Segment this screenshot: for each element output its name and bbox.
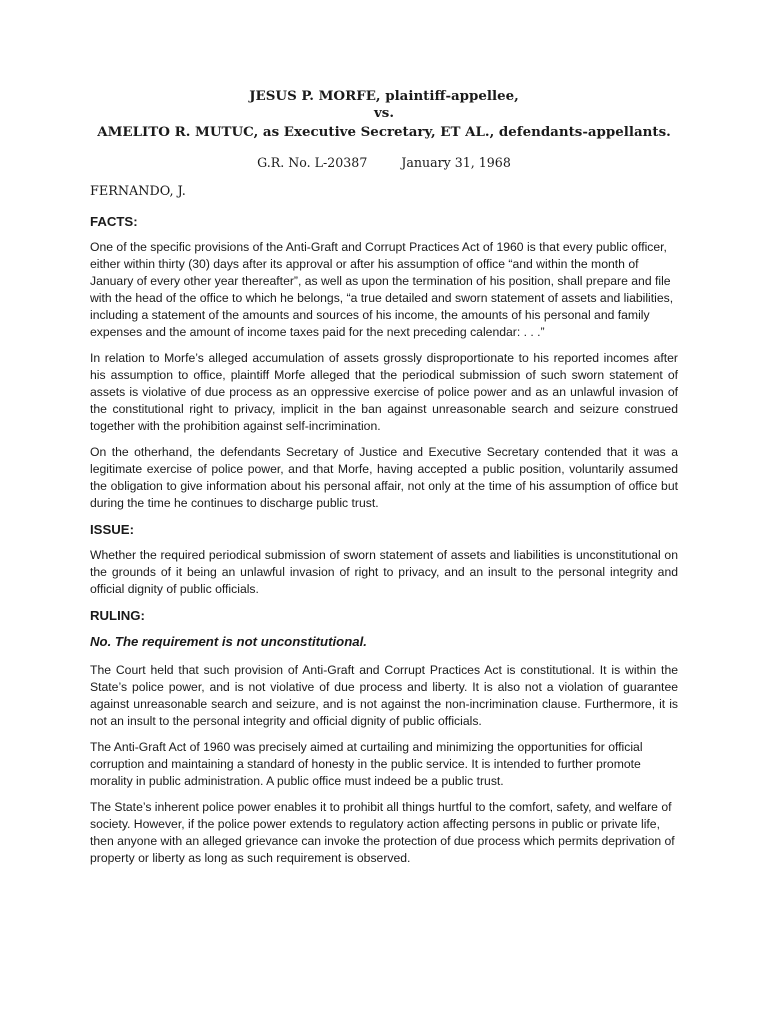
issue-heading: ISSUE:	[90, 522, 134, 537]
gr-number: G.R. No. L-20387	[257, 155, 368, 170]
versus-line: vs.	[374, 105, 394, 121]
facts-paragraph-1: One of the specific provisions of the Anti-Graft and Corrupt Practices Act of 1960 is that every public officer, either within thirty (30) days after its approval or after his assumption of office “and within the month of January of every other year thereafter”, as well as upon the termination of his position, shall prepare and file with the head of the office to which he belongs, “a true detailed and sworn statement of assets and liabilities, including a statement of the amounts and sources of his income, the amounts of his personal and family expenses and the amount of income taxes paid for the next preceding calendar: . . .”	[90, 240, 674, 339]
defendants-line: AMELITO R. MUTUC, as Executive Secretary, ET AL., defendants-appellants.	[97, 124, 671, 140]
ruling-paragraph-3: The State’s inherent police power enables it to prohibit all things hurtful to the comfort, safety, and welfare of society. However, if the police power extends to regulatory action affecting persons in public or private life, then anyone with an alleged grievance can invoke the protection of due process which permits deprivation of property or liberty as long as such requirement is observed.	[90, 800, 675, 865]
facts-paragraph-3: On the otherhand, the defendants Secretary of Justice and Executive Secretary contended that it was a legitimate exercise of police power, and that Morfe, having accepted a public position, voluntarily assumed the obligation to give information about his personal affair, not only at the time of his assumption of office but during the time he continues to discharge public trust.	[90, 445, 678, 510]
case-caption	[90, 88, 678, 141]
facts-paragraph-2: In relation to Morfe’s alleged accumulation of assets grossly disproportionate to his reported incomes after his assumption to office, plaintiff Morfe alleged that the periodical submission of such sworn statement of assets is violative of due process as an oppressive exercise of police power and as an unlawful invasion of the constitutional right to privacy, implicit in the ban against unreasonable search and seizure construed together with the prohibition against self-incrimination.	[90, 351, 678, 433]
document-body	[90, 88, 678, 876]
facts-heading: FACTS:	[90, 214, 138, 229]
ruling-heading: RULING:	[90, 608, 145, 623]
ruling-paragraph-2: The Anti-Graft Act of 1960 was precisely aimed at curtailing and minimizing the opportunities for official corruption and maintaining a standard of honesty in the public service. It is intended to further promote morality in public administration. A public office must indeed be a public trust.	[90, 740, 643, 788]
ruling-paragraph-1: The Court held that such provision of Anti-Graft and Corrupt Practices Act is constitutional. It is within the State’s police power, and is not violative of due process and liberty. It is also not a violation of guarantee against unreasonable search and seizure, and is not against the non-incrimination clause. Furthermore, it is not an insult to the personal integrity and official dignity of public officials.	[90, 663, 678, 728]
decision-date: January 31, 1968	[401, 155, 511, 170]
case-info	[90, 155, 678, 171]
issue-paragraph: Whether the required periodical submission of sworn statement of assets and liabilities is unconstitutional on the grounds of it being an unlawful invasion of right to privacy, and an insult to the personal integrity and official dignity of public officials.	[90, 548, 678, 596]
ruling-holding: No. The requirement is not unconstitutional.	[90, 634, 367, 649]
plaintiff-line: JESUS P. MORFE, plaintiff-appellee,	[249, 88, 519, 104]
ponente: FERNANDO, J.	[90, 184, 186, 199]
